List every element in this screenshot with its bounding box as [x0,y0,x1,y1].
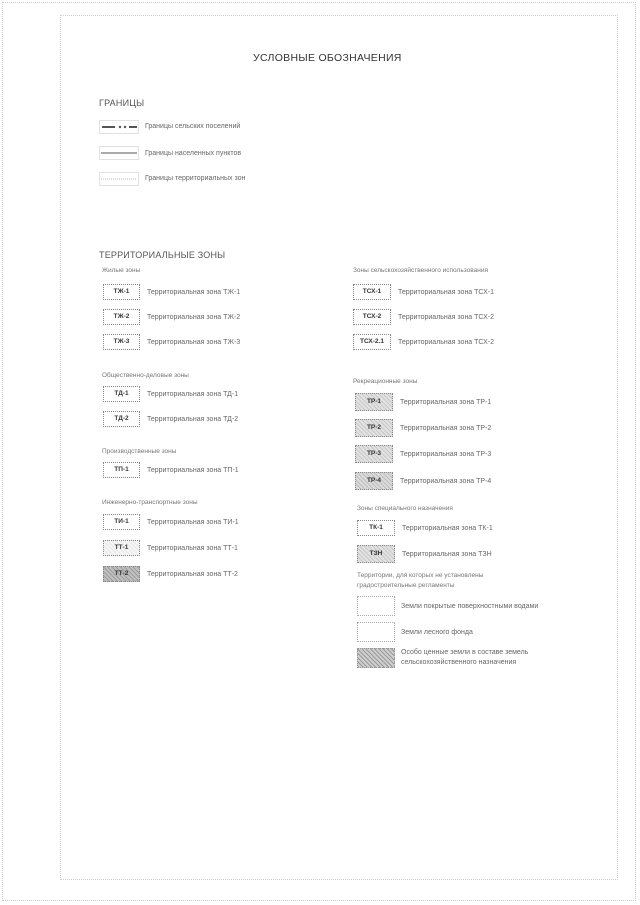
zone-code-tzh1: ТЖ-1 [103,284,140,300]
zone-code-tsh2: ТСХ-2 [353,309,391,325]
zone-code-td2: ТД-2 [103,411,140,427]
zone-label-tr4: Территориальная зона ТР-4 [400,478,492,485]
valuable-agricultural-lands-swatch [357,648,395,668]
zone-code-tr4: ТР-4 [355,472,393,490]
zone-code-tt1: ТТ-1 [103,540,140,556]
zone-label-ti1: Территориальная зона ТИ-1 [147,519,239,526]
unregulated-heading-line1: Территории, для которых не установлены [357,572,484,579]
zone-code-tt2: ТТ-2 [103,566,140,582]
zone-label-tr1: Территориальная зона ТР-1 [400,399,492,406]
forest-lands-label: Земли лесного фонда [401,629,473,636]
zone-label-tsh2: Территориальная зона ТСХ-2 [398,314,494,321]
rural-settlement-border-label: Границы сельских поселений [145,123,241,130]
residential-group-heading: Жилые зоны [102,267,141,274]
zone-label-tr2: Территориальная зона ТР-2 [400,425,492,432]
water-lands-swatch [357,596,395,616]
zone-code-ti1: ТИ-1 [103,514,140,530]
zone-code-tzh3: ТЖ-3 [103,334,140,350]
valuable-agricultural-lands-label-line2: сельскохозяйственного назначения [401,659,517,666]
zone-label-tzh2: Территориальная зона ТЖ-2 [147,314,241,321]
zone-border-label: Границы территориальных зон [145,175,246,182]
zone-label-td2: Территориальная зона ТД-2 [147,416,239,423]
forest-lands-swatch [357,622,395,642]
zone-label-tk1: Территориальная зона ТК-1 [402,525,493,532]
zones-heading: ТЕРРИТОРИАЛЬНЫЕ ЗОНЫ [99,250,226,260]
zone-code-td1: ТД-1 [103,386,140,402]
borders-heading: ГРАНИЦЫ [99,98,145,108]
legend-title: УСЛОВНЫЕ ОБОЗНАЧЕНИЯ [253,52,402,64]
special-purpose-group-heading: Зоны специального назначения [357,505,453,512]
zone-label-tt1: Территориальная зона ТТ-1 [147,545,238,552]
engineering-transport-group-heading: Инженерно-транспортные зоны [102,499,198,506]
unregulated-heading-line2: градостроительные регламенты [357,582,455,589]
zone-border-symbol [99,172,139,186]
zone-label-tp1: Территориальная зона ТП-1 [147,467,239,474]
settlement-border-symbol [99,146,139,160]
zone-label-tzh3: Территориальная зона ТЖ-3 [147,339,241,346]
zone-code-tsh21: ТСХ-2.1 [353,334,391,350]
zone-label-td1: Территориальная зона ТД-1 [147,391,239,398]
zone-code-tr3: ТР-3 [355,445,393,463]
zone-label-tzh1: Территориальная зона ТЖ-1 [147,289,241,296]
zone-code-tr2: ТР-2 [355,419,393,437]
valuable-agricultural-lands-label-line1: Особо ценные земли в составе земель [401,649,529,656]
zone-label-tsh1: Территориальная зона ТСХ-1 [398,289,494,296]
zone-label-tr3: Территориальная зона ТР-3 [400,451,492,458]
rural-settlement-border-symbol [99,120,139,134]
recreational-group-heading: Рекреационные зоны [353,378,418,385]
zone-label-tsh21: Территориальная зона ТСХ-2 [398,339,494,346]
zone-label-tt2: Территориальная зона ТТ-2 [147,571,238,578]
zone-code-tp1: ТП-1 [103,462,140,478]
zone-code-tk1: ТК-1 [357,520,395,536]
water-lands-label: Земли покрытые поверхностными водами [401,603,539,610]
public-business-group-heading: Общественно-деловые зоны [102,372,189,379]
settlement-border-label: Границы населенных пунктов [145,150,242,157]
zone-code-tr1: ТР-1 [355,393,393,411]
zone-code-tzh2: ТЖ-2 [103,309,140,325]
zone-code-tzn: ТЗН [357,545,395,563]
zone-label-tzn: Территориальная зона ТЗН [402,551,492,558]
zone-code-tsh1: ТСХ-1 [353,284,391,300]
industrial-group-heading: Производственные зоны [102,448,177,455]
agricultural-group-heading: Зоны сельскохозяйственного использования [353,267,488,274]
